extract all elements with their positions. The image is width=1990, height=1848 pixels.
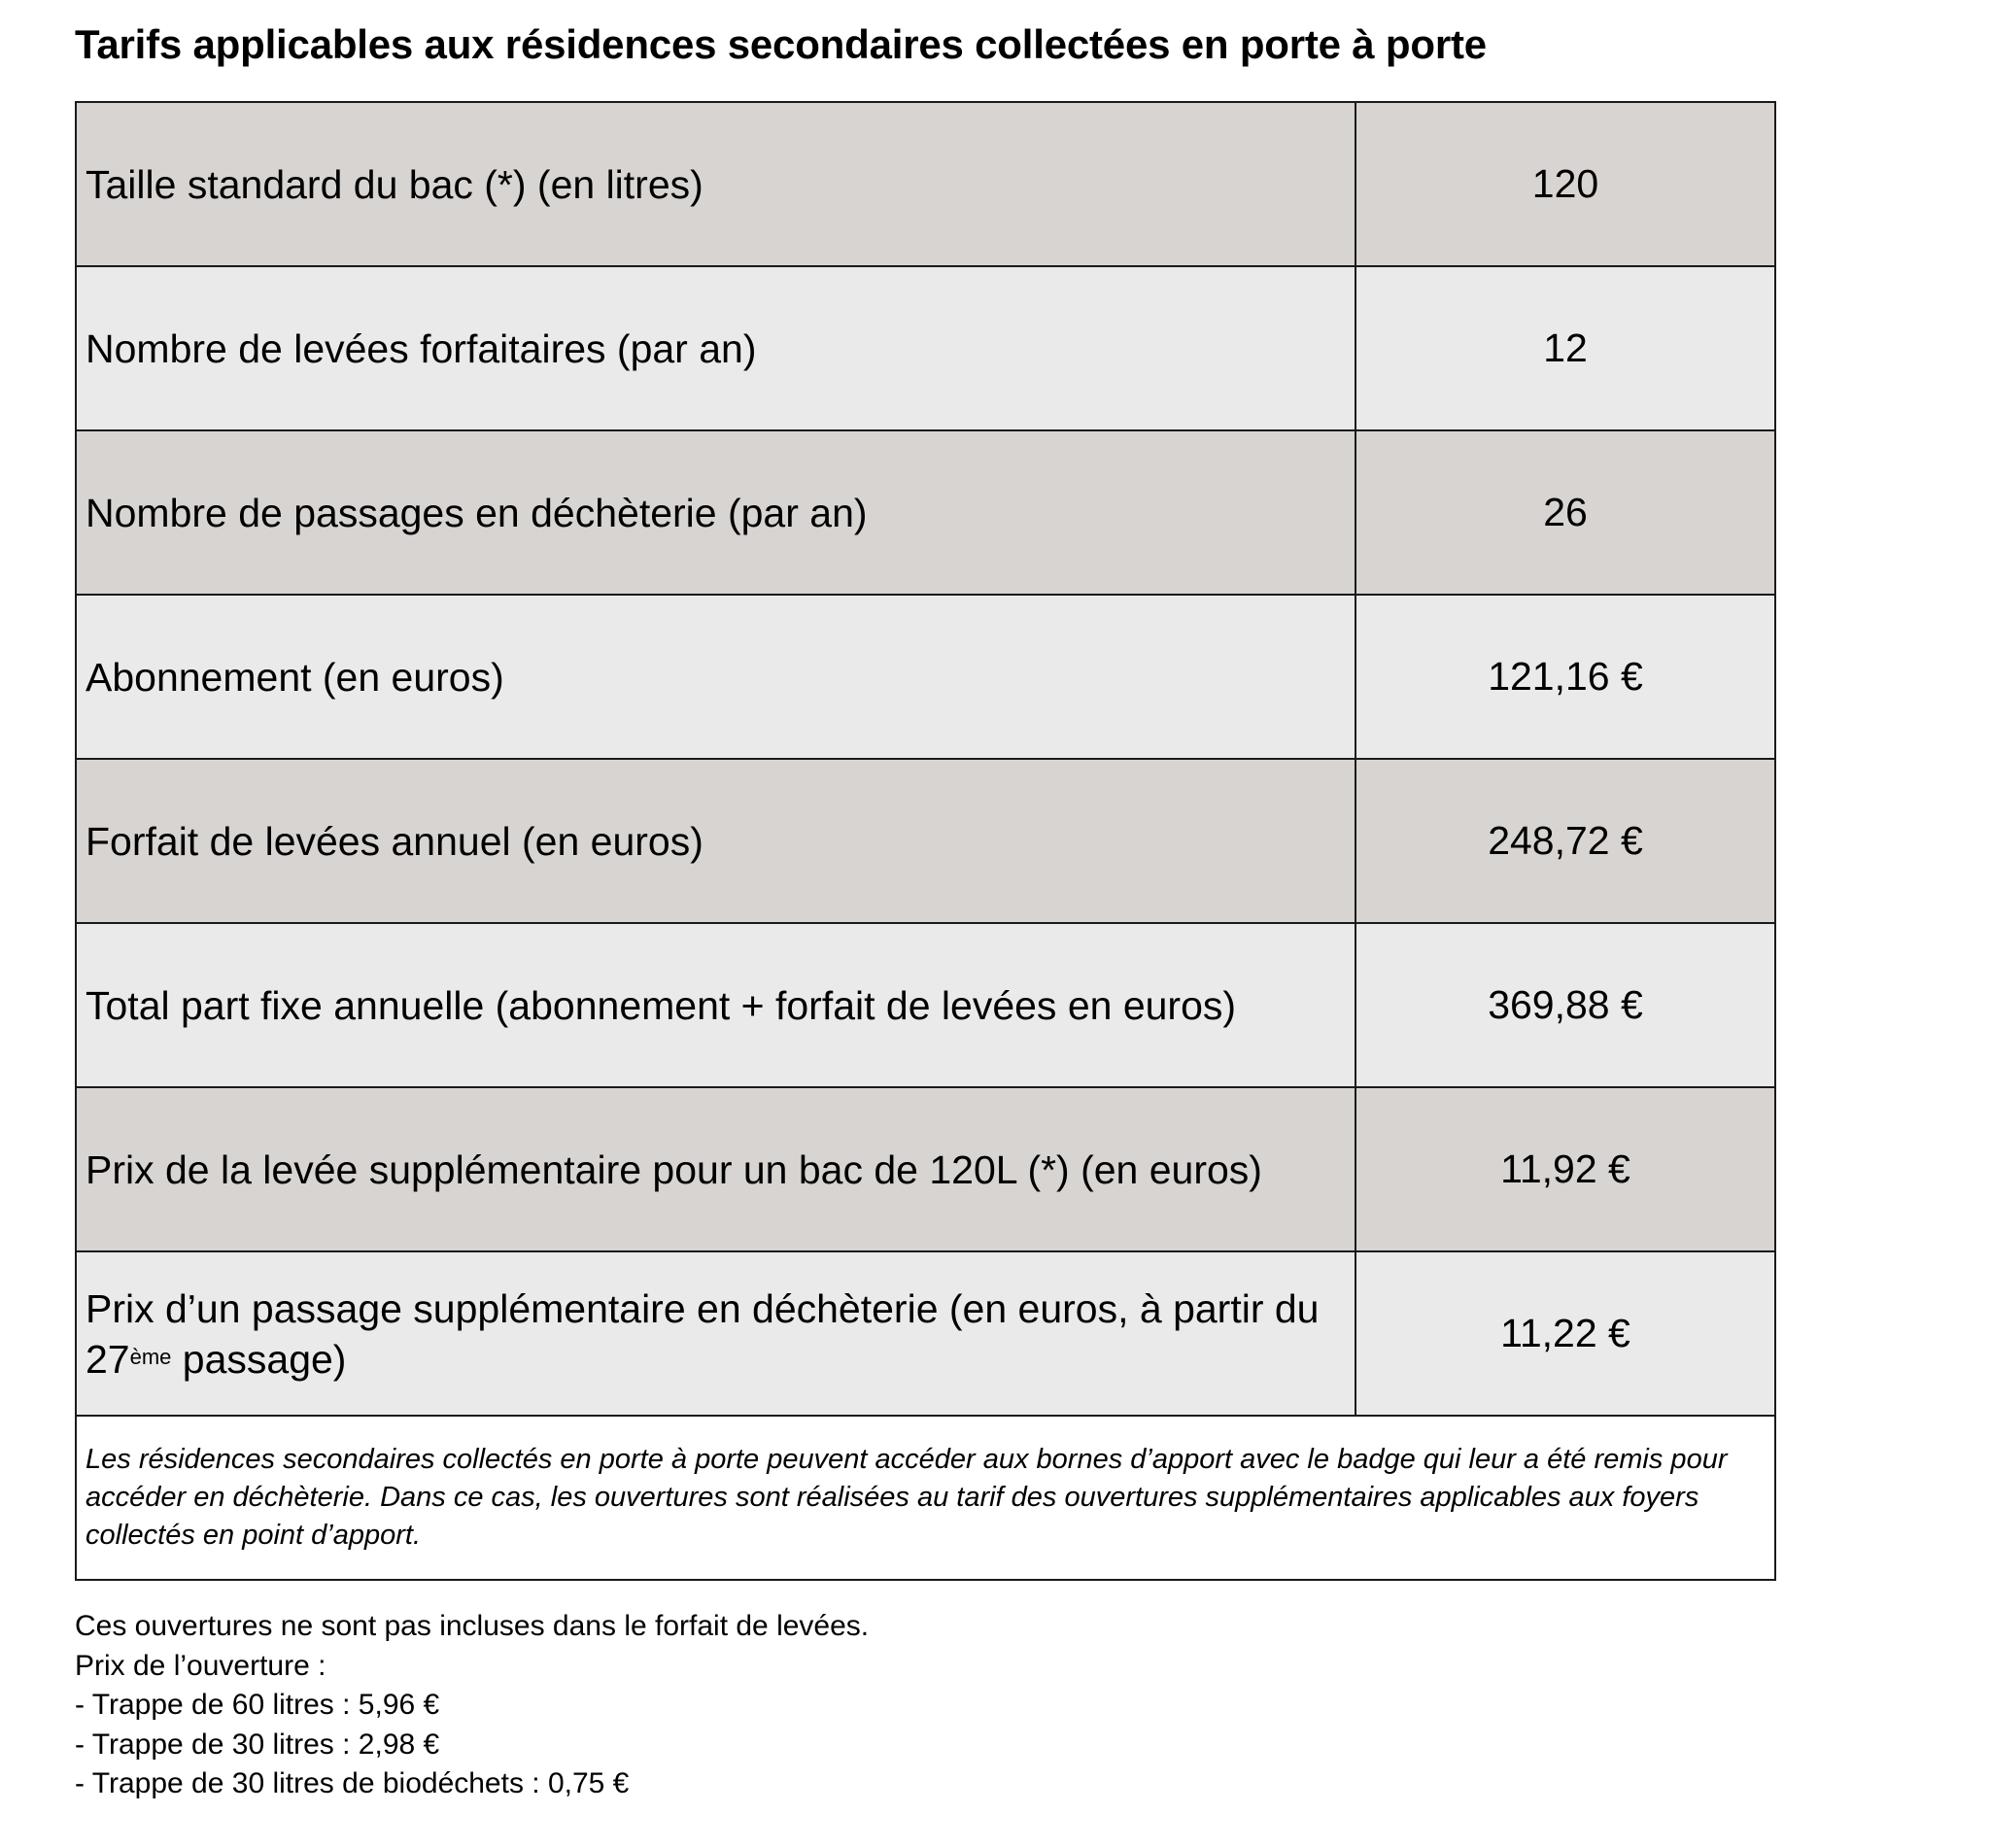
- footer-item: - Trappe de 30 litres : 2,98 €: [75, 1728, 440, 1761]
- row-label: Nombre de passages en déchèterie (par an): [76, 430, 1355, 595]
- row-label: Forfait de levées annuel (en euros): [76, 759, 1355, 923]
- table-row: [76, 1087, 1775, 1251]
- row-label: Taille standard du bac (*) (en litres): [76, 102, 1355, 266]
- table-row: [76, 266, 1775, 430]
- row-value: 369,88 €: [1355, 923, 1775, 1087]
- row-value: 121,16 €: [1355, 595, 1775, 759]
- row-label: [76, 1251, 1355, 1416]
- row-label: Total part fixe annuelle (abonnement + forfait de levées en euros): [76, 923, 1355, 1087]
- row-label-part2: passage): [171, 1336, 347, 1382]
- note-row: [76, 1416, 1775, 1580]
- row-label: Nombre de levées forfaitaires (par an): [76, 266, 1355, 430]
- row-value: 248,72 €: [1355, 759, 1775, 923]
- row-value: 11,92 €: [1355, 1087, 1775, 1251]
- footer-notes: [75, 1607, 869, 1804]
- table-row: [76, 595, 1775, 759]
- footer-line: Prix de l’ouverture :: [75, 1649, 326, 1682]
- row-label-part1: Prix d’un passage supplémentaire en déchèterie (en euros, à partir du 27: [86, 1285, 1320, 1382]
- table-row: [76, 1251, 1775, 1416]
- note-text: Les résidences secondaires collectés en porte à porte peuvent accéder aux bornes d’apport avec le badge qui leur a été remis pour accéder en déchèterie. Dans ce cas, les ouvertures sont réalisées au tarif des ouvertures supplémentaires applicables aux foyers collectés en point d’apport.: [76, 1416, 1775, 1580]
- row-value: 120: [1355, 102, 1775, 266]
- row-value: 26: [1355, 430, 1775, 595]
- row-label: Abonnement (en euros): [76, 595, 1355, 759]
- row-label-superscript: ème: [129, 1344, 172, 1369]
- table-row: [76, 923, 1775, 1087]
- table-row: [76, 102, 1775, 266]
- row-label: Prix de la levée supplémentaire pour un bac de 120L (*) (en euros): [76, 1087, 1355, 1251]
- page-title: Tarifs applicables aux résidences secondaires collectées en porte à porte: [75, 21, 1487, 67]
- tariff-table: [75, 101, 1776, 1581]
- table-row: [76, 430, 1775, 595]
- footer-item: - Trappe de 30 litres de biodéchets : 0,75 €: [75, 1767, 630, 1799]
- row-value: 11,22 €: [1355, 1251, 1775, 1416]
- footer-item: - Trappe de 60 litres : 5,96 €: [75, 1689, 440, 1721]
- table-row: [76, 759, 1775, 923]
- row-value: 12: [1355, 266, 1775, 430]
- footer-line: Ces ouvertures ne sont pas incluses dans le forfait de levées.: [75, 1610, 870, 1642]
